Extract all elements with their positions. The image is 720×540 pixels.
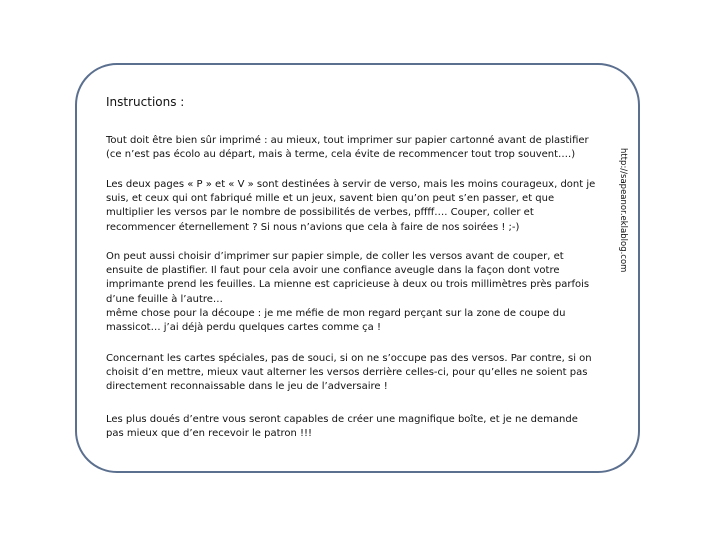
paragraph-plain-paper-cont: même chose pour la découpe : je me méfie de mon regard perçant sur la zone de coupe du massicot… j’ai déjà perdu quelques cartes comme ça ! (106, 307, 566, 334)
page-title: Instructions : (106, 95, 185, 109)
paragraph-printing: Tout doit être bien sûr imprimé : au mieux, tout imprimer sur papier cartonné avant de plastifier (ce n’est pas écolo au départ, mais à terme, cela évite de recommencer tout trop souvent….) (106, 135, 589, 161)
paragraph-special-cards: Concernant les cartes spéciales, pas de souci, si on ne s’occupe pas des versos. Par contre, si on choisit d’en mettre, mieux vaut alterner les versos derrière celles-ci, pour qu’elles ne soient pas directement reconnaissable dans le jeu de l’adversaire ! (106, 353, 592, 393)
paragraph-box: Les plus doués d’entre vous seront capables de créer une magnifique boîte, et je ne demande pas mieux que d’en recevoir le patron !!! (106, 414, 578, 440)
paragraph-plain-paper (106, 250, 598, 335)
side-url-link[interactable]: http://sapeanor.eklablog.com (618, 148, 628, 273)
paragraph-verso: Les deux pages « P » et « V » sont destinées à servir de verso, mais les moins courageux, dont je suis, et ceux qui ont fabriqué mille et un jeux, savent bien qu’on peut s’en passer, et que multiplier les versos par le nombre de possibilités de verbes, pffff…. Couper, coller et recommencer éternellement ? Si nous n’avions que cela à faire de nos soirées ! ;-) (106, 179, 596, 233)
paragraph-plain-paper-main: On peut aussi choisir d’imprimer sur papier simple, de coller les versos avant de couper, et ensuite de plastifier. Il faut pour cela avoir une confiance aveugle dans la façon dont votre imprimante prend les feuilles. La mienne est capricieuse à deux ou trois millimètres près parfois d’une feuille à l’autre… (106, 251, 590, 305)
